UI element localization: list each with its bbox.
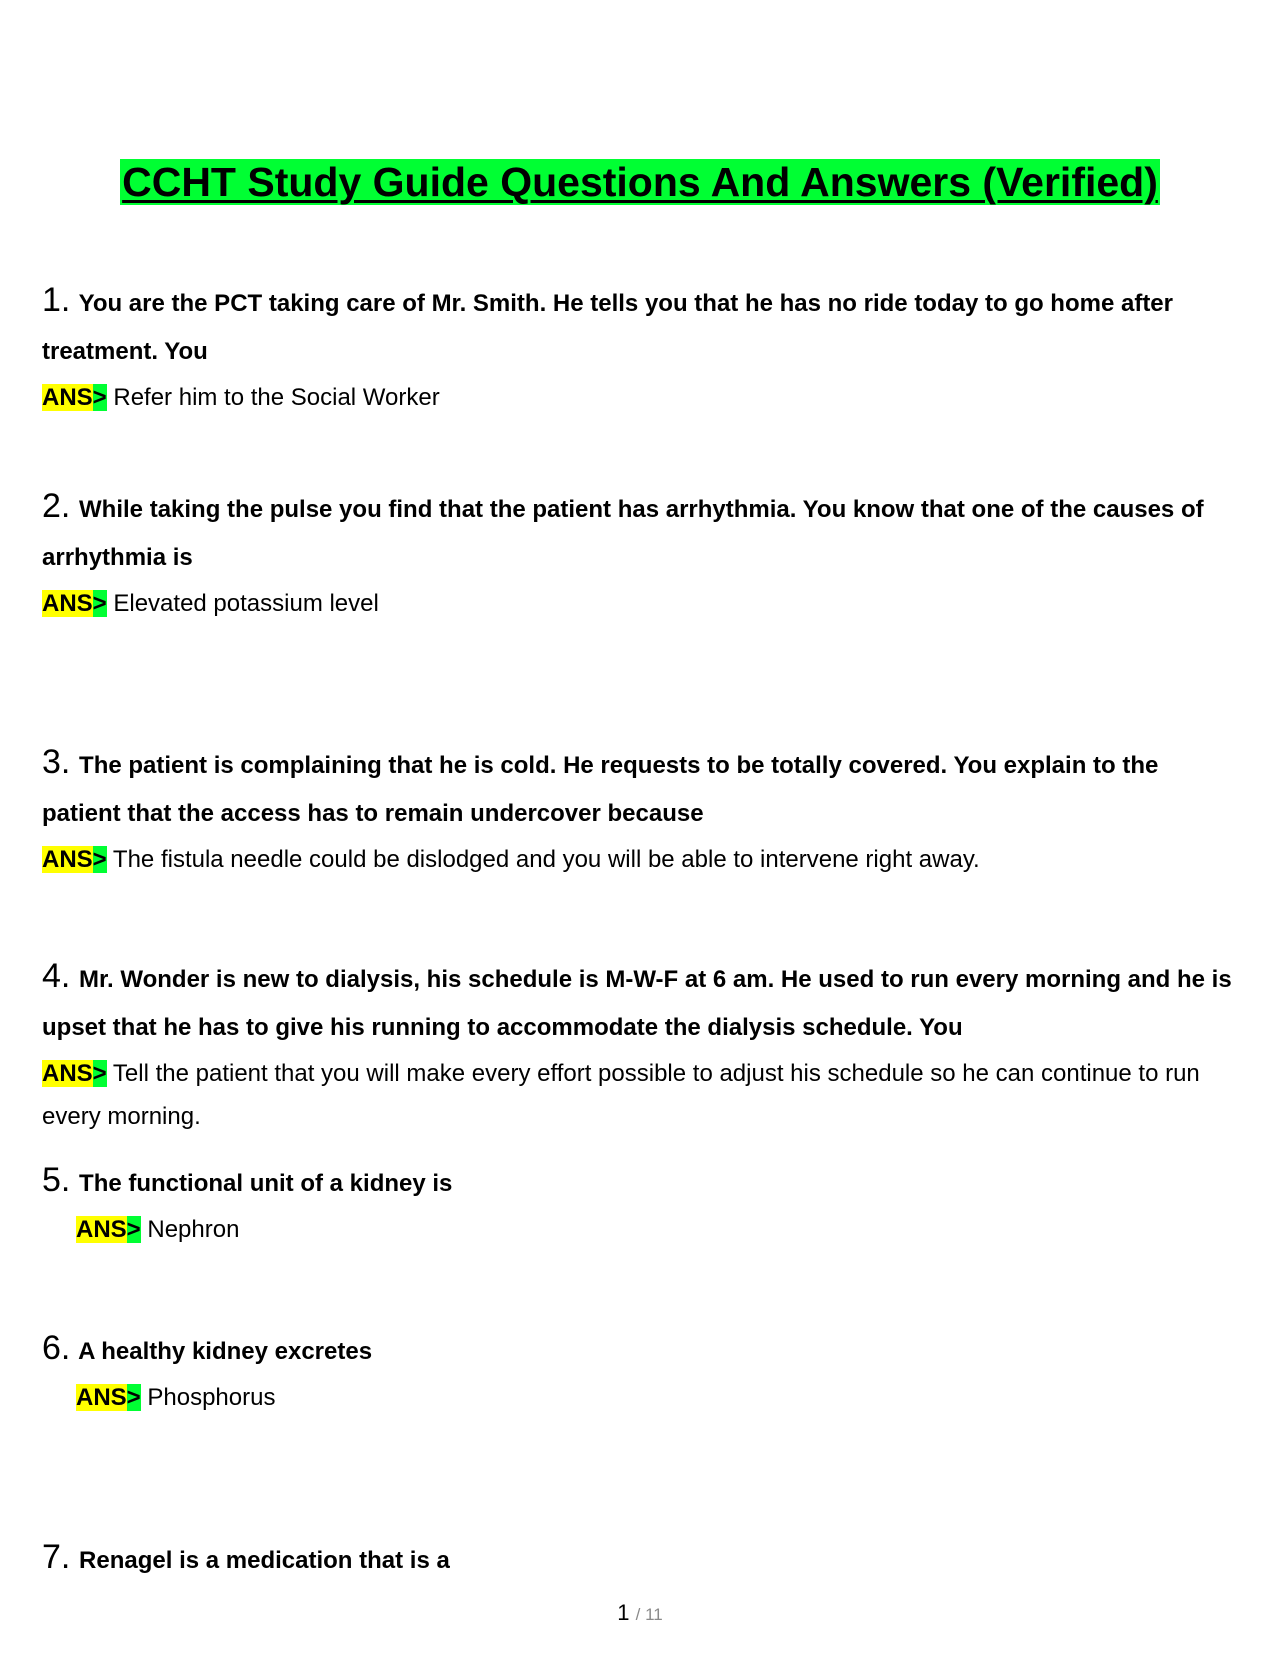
answer-text: The fistula needle could be dislodged and you will be able to intervene right away. xyxy=(112,846,980,873)
question-block-7 xyxy=(42,1533,1238,1585)
question-text: You are the PCT taking care of Mr. Smith. He tells you that he has no ride today to go home after treatment. You xyxy=(42,290,1173,365)
ans-arrow: > xyxy=(92,384,107,411)
ans-tag xyxy=(42,384,107,411)
ans-tag xyxy=(76,1216,141,1243)
ans-tag xyxy=(42,1060,107,1087)
answer-1 xyxy=(42,376,1238,419)
ans-label: ANS xyxy=(42,846,93,873)
ans-arrow: > xyxy=(92,1060,107,1087)
question-block-1 xyxy=(42,276,1238,419)
question-block-5 xyxy=(42,1156,1238,1251)
question-text: A healthy kidney excretes xyxy=(78,1338,373,1365)
question-5 xyxy=(42,1156,1238,1208)
page-title xyxy=(0,156,1280,208)
question-number: 2. xyxy=(42,487,71,525)
answer-text: Elevated potassium level xyxy=(113,590,379,617)
question-6 xyxy=(42,1324,1238,1376)
current-page: 1 xyxy=(617,1600,630,1625)
question-block-2 xyxy=(42,482,1238,625)
answer-text: Refer him to the Social Worker xyxy=(113,384,440,411)
ans-arrow: > xyxy=(126,1384,141,1411)
ans-label: ANS xyxy=(76,1384,127,1411)
answer-text: Tell the patient that you will make every effort possible to adjust his schedule so he can continue to run every morning. xyxy=(42,1060,1200,1130)
question-number: 6. xyxy=(42,1329,71,1367)
answer-text: Nephron xyxy=(147,1216,240,1243)
ans-label: ANS xyxy=(42,384,93,411)
page-title-text: CCHT Study Guide Questions And Answers (Verified) xyxy=(122,159,1158,205)
ans-tag xyxy=(42,590,107,617)
question-block-4 xyxy=(42,952,1238,1138)
ans-arrow: > xyxy=(92,846,107,873)
answer-3 xyxy=(42,838,1238,881)
question-text: Mr. Wonder is new to dialysis, his schedule is M-W-F at 6 am. He used to run every morning and he is upset that he has to give his running to accommodate the dialysis schedule. You xyxy=(42,966,1232,1041)
ans-label: ANS xyxy=(76,1216,127,1243)
question-block-6 xyxy=(42,1324,1238,1419)
answer-2 xyxy=(42,582,1238,625)
question-2 xyxy=(42,482,1238,582)
question-block-3 xyxy=(42,738,1238,881)
ans-arrow: > xyxy=(126,1216,141,1243)
question-number: 4. xyxy=(42,957,71,995)
question-text: The functional unit of a kidney is xyxy=(79,1170,453,1197)
answer-4 xyxy=(42,1052,1238,1138)
question-number: 3. xyxy=(42,743,71,781)
total-pages: / 11 xyxy=(635,1605,663,1624)
question-7 xyxy=(42,1533,1238,1585)
question-number: 7. xyxy=(42,1538,71,1576)
question-text: Renagel is a medication that is a xyxy=(79,1547,450,1574)
question-text: While taking the pulse you find that the patient has arrhythmia. You know that one of the causes of arrhythmia is xyxy=(42,496,1204,571)
ans-arrow: > xyxy=(92,590,107,617)
question-3 xyxy=(42,738,1238,838)
question-4 xyxy=(42,952,1238,1052)
answer-5 xyxy=(42,1208,1238,1251)
question-text: The patient is complaining that he is cold. He requests to be totally covered. You explain to the patient that the access has to remain undercover because xyxy=(42,752,1159,827)
answer-text: Phosphorus xyxy=(147,1384,276,1411)
question-number: 1. xyxy=(42,281,71,319)
ans-tag xyxy=(76,1384,141,1411)
page-indicator xyxy=(0,1600,1280,1626)
ans-label: ANS xyxy=(42,1060,93,1087)
ans-label: ANS xyxy=(42,590,93,617)
ans-tag xyxy=(42,846,107,873)
question-number: 5. xyxy=(42,1161,71,1199)
question-1 xyxy=(42,276,1238,376)
answer-6 xyxy=(42,1376,1238,1419)
